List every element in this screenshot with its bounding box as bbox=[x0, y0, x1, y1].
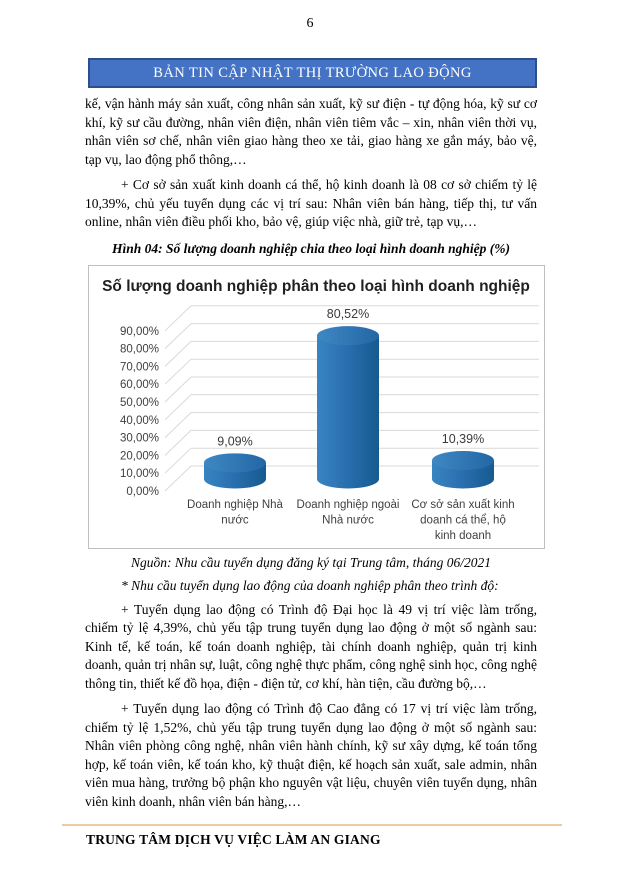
page-content bbox=[0, 58, 620, 811]
source-note: Nguồn: Nhu cầu tuyển dụng đăng ký tại Trung tâm, tháng 06/2021 bbox=[131, 554, 491, 570]
y-tick-label: 40,00% bbox=[119, 414, 159, 427]
category-label: nước bbox=[221, 514, 249, 526]
category-label: Cơ sở sản xuất kinh bbox=[411, 498, 515, 511]
chart-plot-area bbox=[120, 305, 539, 541]
chart-title: Số lượng doanh nghiệp phân theo loại hình doanh nghiệp bbox=[102, 277, 530, 295]
y-tick-label: 80,00% bbox=[119, 343, 159, 356]
y-tick-label: 70,00% bbox=[119, 360, 159, 373]
category-label: doanh cá thể, hộ bbox=[420, 514, 506, 526]
y-tick-label: 60,00% bbox=[119, 378, 159, 391]
bulletin-title-banner bbox=[88, 58, 537, 88]
footer-title: TRUNG TÂM DỊCH VỤ VIỆC LÀM AN GIANG bbox=[86, 832, 381, 847]
bar-cylinder-body bbox=[317, 335, 379, 478]
bar-cylinder-top bbox=[432, 451, 494, 470]
y-tick-label: 0,00% bbox=[126, 485, 159, 498]
figure-caption: Hình 04: Số lượng doanh nghiệp chia theo loại hình doanh nghiệp (%) bbox=[112, 240, 510, 256]
page-number: 6 bbox=[306, 16, 314, 31]
body-paragraph-3: + Tuyển dụng lao động có Trình độ Đại học là 49 vị trí việc làm trống, chiếm tỷ lệ 4,39%, chủ yếu tập trung tuyển dụng lao động ở một số ngành sau: Kinh tế, kế toán, kế toán doanh nghiệp, tài chính doanh nghiệp, quản trị kinh doanh, quản trị nhân sự, luật, công nghệ thực phẩm, công nghệ sinh học, công nghệ thông tin, thiết kế đồ họa, điện - điện tử, cơ khí, hàn tiện, cầu đường bộ,… bbox=[85, 601, 537, 691]
y-tick-label: 10,00% bbox=[119, 467, 159, 480]
bar-cylinder-top bbox=[204, 453, 266, 472]
category-label: kinh doanh bbox=[434, 529, 492, 542]
bar-value-label: 10,39% bbox=[441, 431, 485, 446]
body-paragraph-2: + Cơ sở sản xuất kinh doanh cá thể, hộ kinh doanh là 08 cơ sở chiếm tỷ lệ 10,39%, chủ yếu tuyển dụng các vị trí sau: Nhân viên bán hàng, tiếp thị, tư vấn online, nhân viên điều phối kho, bảo vệ, giúp việc nhà, giữ trẻ, tạp vụ,… bbox=[85, 177, 537, 229]
chart-svg bbox=[89, 266, 544, 548]
bar-cylinder-top bbox=[317, 326, 379, 345]
bar-value-label: 9,09% bbox=[217, 433, 253, 448]
category-label: Doanh nghiệp ngoài bbox=[296, 498, 400, 511]
bar-value-label: 80,52% bbox=[326, 306, 370, 321]
section-heading: * Nhu cầu tuyển dụng lao động của doanh nghiệp phân theo trình độ: bbox=[121, 577, 499, 593]
body-paragraph-1: kế, vận hành máy sản xuất, công nhân sản xuất, kỹ sư điện - tự động hóa, kỹ sư cơ khí, kỹ sư cầu đường, nhân viên điện, nhân viên tiêm vắc – xin, nhân viên thời vụ, nhân viên sơ chế, nhân viên giao hàng theo xe tải, giao hàng xe gắn máy, bảo vệ, tạp vụ, lao động phổ thông,… bbox=[85, 96, 537, 167]
y-tick-label: 90,00% bbox=[119, 325, 159, 338]
y-tick-label: 50,00% bbox=[119, 396, 159, 409]
page-footer bbox=[62, 824, 562, 849]
chart-figure bbox=[88, 265, 545, 549]
body-paragraph-4: + Tuyển dụng lao động có Trình độ Cao đẳng có 17 vị trí việc làm trống, chiếm tỷ lệ 1,52%, chủ yếu tập trung tuyển dụng lao động ở một số ngành sau: Nhân viên phòng công nghệ, nhân viên hành chính, kỹ sư xây dựng, kế toán tổng hợp, kế toán viên, kế toán kho, kỹ thuật điện, kế hoạch sản xuất, sale admin, nhân viên mua hàng, trưởng bộ phận kho nguyên vật liệu, chuyên viên tuyển dụng, nhân viên kinh doanh, nhân viên bán hàng,… bbox=[85, 701, 537, 809]
bulletin-title: BẢN TIN CẬP NHẬT THỊ TRƯỜNG LAO ĐỘNG bbox=[153, 64, 472, 81]
y-tick-label: 20,00% bbox=[119, 449, 159, 462]
category-label: Doanh nghiệp Nhà bbox=[187, 498, 283, 511]
y-tick-label: 30,00% bbox=[119, 432, 159, 445]
category-label: Nhà nước bbox=[322, 514, 374, 526]
